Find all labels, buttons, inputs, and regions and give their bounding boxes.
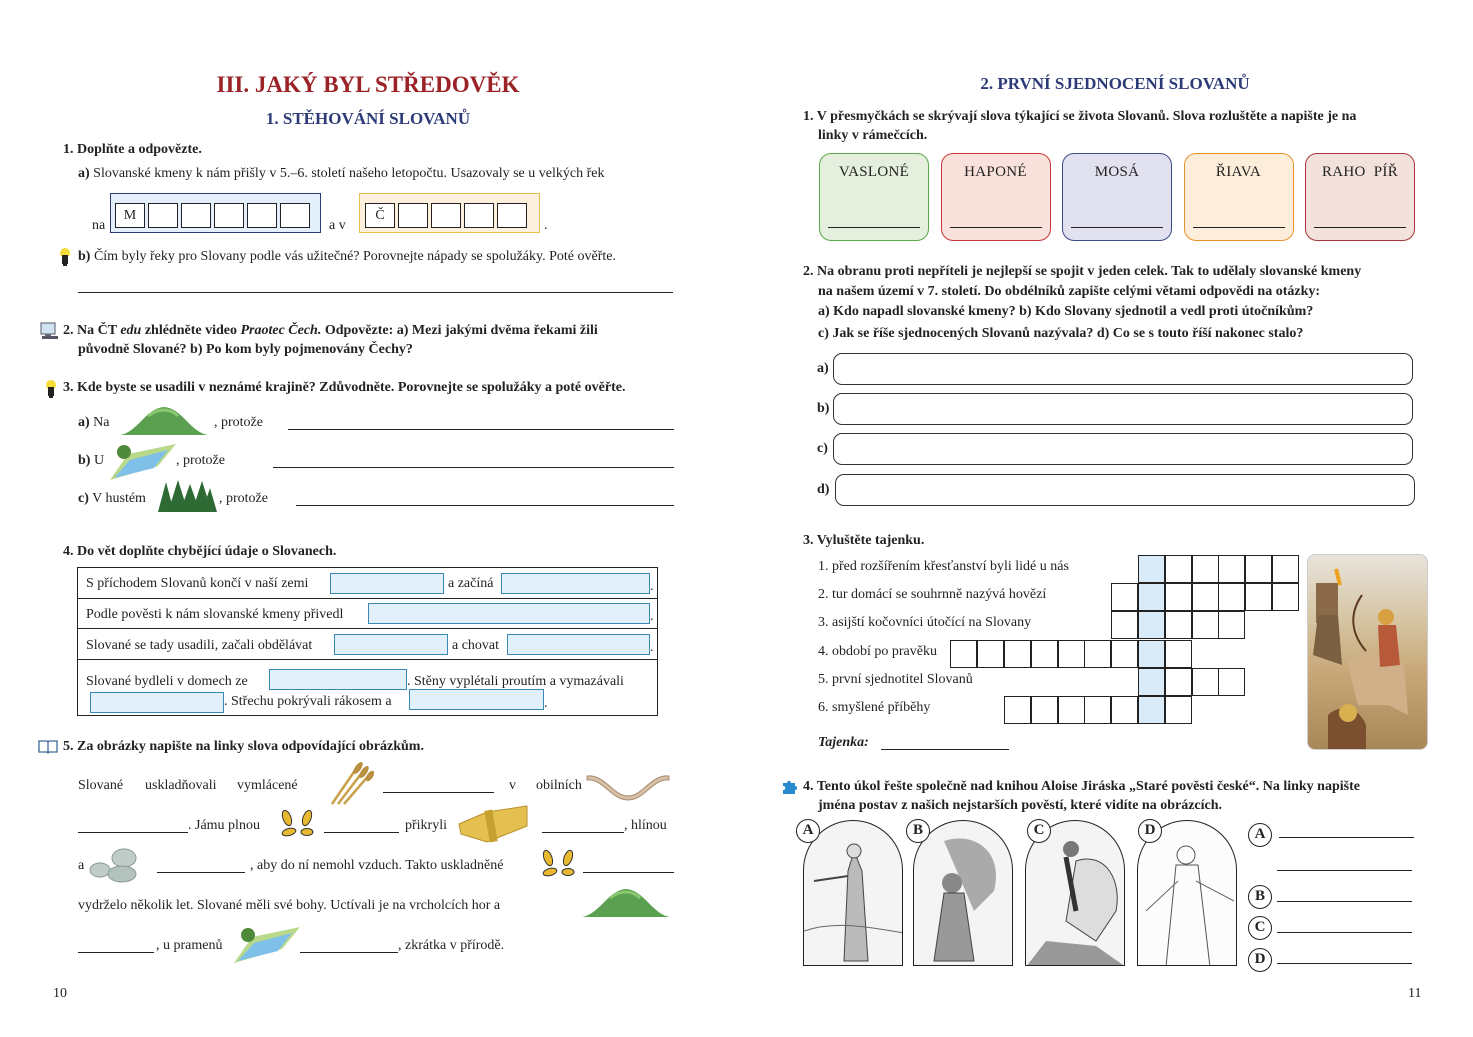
crossword-cell[interactable] [1084, 696, 1111, 724]
task2-video-title: Praotec Čech. [240, 323, 322, 338]
crossword-cell[interactable] [1165, 555, 1192, 583]
anagram-card [1305, 153, 1415, 241]
crossword-cell[interactable] [1192, 668, 1219, 696]
crossword-cell[interactable] [1111, 640, 1138, 668]
r-task1-heading-line2: linky v rámečcích. [818, 128, 928, 143]
task1a-period: . [544, 218, 548, 233]
task4-row4-text-b: . Stěny vyplétali proutím a vymazávali [407, 674, 624, 689]
task5-l2-text-a: . Jámu plnou [188, 818, 260, 833]
answer-c-box[interactable] [833, 433, 1413, 465]
crossword-cell-secret[interactable] [1138, 555, 1165, 583]
answer-label-d: D [1248, 948, 1272, 972]
task1b-question: Čím byly řeky pro Slovany podle vás užitečné? Porovnejte nápady se spolužáky. Poté ověřte. [93, 249, 616, 264]
answer-line-c[interactable] [1277, 932, 1412, 933]
task5-heading: 5. Za obrázky napište na linky slova odpovídající obrázkům. [63, 739, 424, 754]
tajenka-label: Tajenka: [818, 735, 869, 750]
task5-l1-word-5: obilních [536, 778, 582, 793]
crossword-cell-secret[interactable] [1138, 640, 1165, 668]
picture-label: B [906, 819, 930, 843]
crossword-cell[interactable] [1192, 611, 1219, 639]
answer-d-box[interactable] [835, 474, 1415, 506]
anagram-word: ŘIAVA [1215, 164, 1262, 180]
answer-b-box[interactable] [833, 393, 1413, 425]
task2-line2: původně Slované? b) Po kom byly pojmenovány Čechy? [78, 342, 413, 357]
answer-line-a1[interactable] [1279, 837, 1414, 838]
page-number: 10 [53, 986, 67, 1001]
task3b-suffix: , protože [176, 453, 225, 468]
task4-row2-period: . [650, 609, 654, 624]
crossword-cell[interactable] [1111, 583, 1138, 611]
task5-l5-text-b: , zkrátka v přírodě. [398, 938, 505, 953]
crossword-cell[interactable] [1218, 583, 1245, 611]
chapter-title: III. JAKÝ BYL STŘEDOVĚK [216, 72, 520, 97]
task3a-label: a) [78, 415, 90, 430]
crossword-cell[interactable] [1165, 640, 1192, 668]
crossword-cell[interactable] [1245, 555, 1272, 583]
crossword-cell[interactable] [1031, 640, 1058, 668]
river-word-1-letter-box[interactable]: M [115, 203, 145, 228]
task1b-label: b) [78, 249, 91, 264]
crossword-clue: 2. tur domácí se souhrnně nazývá hovězí [818, 587, 1047, 603]
task2-pre: 2. Na ČT [63, 323, 121, 338]
picture-label: C [1027, 819, 1051, 843]
task4-heading: 4. Do vět doplňte chybějící údaje o Slovanech. [63, 544, 337, 559]
answer-label-c: C [1248, 916, 1272, 940]
answer-a-label: a) [817, 361, 829, 376]
answer-line-b[interactable] [1277, 901, 1412, 902]
task3b-text: U [93, 453, 105, 468]
picture-b-bruncvik [913, 820, 1013, 966]
anagram-word: MOSÁ [1094, 164, 1140, 180]
anagram-card [819, 153, 929, 241]
task4-row2-text: Podle pověsti k nám slovanské kmeny přivedl [86, 607, 344, 622]
task3b-label: b) [78, 453, 91, 468]
task5-l2-text-b: přikryli [405, 818, 447, 833]
r-task2-line3: a) Kdo napadl slovanské kmeny? b) Kdo Slovany sjednotil a vedl proti útočníkům? [818, 304, 1314, 319]
puzzle-icon [781, 779, 799, 800]
crossword-cell[interactable] [1004, 696, 1031, 724]
task4-row3-text-b: a chovat [452, 638, 500, 653]
crossword-cell-secret[interactable] [1138, 668, 1165, 696]
page-number: 11 [1408, 986, 1422, 1001]
task4-row1-text-b: a začíná [448, 576, 494, 591]
r-task2-line4: c) Jak se říše sjednocených Slovanů nazývala? d) Co se s touto říší nakonec stalo? [818, 326, 1304, 341]
r-task4-line1: 4. Tento úkol řešte společně nad knihou Aloise Jiráska „Staré pověsti české“. Na linky napište [803, 779, 1360, 794]
anagram-word: RAHO PÍŘ [1321, 164, 1399, 180]
crossword-cell-secret[interactable] [1138, 696, 1165, 724]
crossword-clue: 3. asijští kočovníci útočící na Slovany [818, 615, 1032, 631]
answer-line-a2[interactable] [1277, 870, 1412, 871]
anagram-word: HAPONÉ [964, 164, 1027, 180]
river-word-2-letter-box[interactable]: Č [365, 203, 395, 228]
task3c-text: V hustém [92, 491, 146, 506]
task4-row3-text-a: Slované se tady usadili, začali obdělávat [86, 638, 313, 653]
task2-post: Odpovězte: a) Mezi jakými dvěma řekami žili [321, 323, 598, 338]
answer-a-box[interactable] [833, 353, 1413, 385]
crossword-cell[interactable] [1218, 611, 1245, 639]
crossword-cell[interactable] [1031, 696, 1058, 724]
crossword-cell[interactable] [1058, 696, 1085, 724]
crossword-clue: 6. smyšlené příběhy [818, 700, 931, 715]
task1-heading: 1. Doplňte a odpovězte. [63, 142, 202, 157]
crossword-cell[interactable] [1218, 555, 1245, 583]
task5-l3-text-a: a [78, 858, 85, 873]
crossword-cell[interactable] [1111, 611, 1138, 639]
answer-label-a: A [1248, 823, 1272, 847]
tajenka-answer-line[interactable] [881, 749, 1009, 750]
crossword-cell[interactable] [1165, 668, 1192, 696]
task4-row4-text-a: Slované bydleli v domech ze [86, 674, 248, 689]
picture-label: D [1138, 819, 1162, 843]
crossword-cell[interactable] [977, 640, 1004, 668]
task4-row3-period: . [650, 640, 654, 655]
task5-l1-word-1: Slované [78, 778, 124, 793]
crossword-cell[interactable] [1218, 668, 1245, 696]
task3-heading: 3. Kde byste se usadili v neznámé krajině? Zdůvodněte. Porovnejte se spolužáky a poté ověřte. [63, 380, 626, 395]
task4-row1-text-a: S příchodem Slovanů končí v naší zemi [86, 576, 309, 591]
crossword-cell-secret[interactable] [1138, 611, 1165, 639]
anagram-answer-line[interactable] [1193, 227, 1285, 228]
crossword-clue: 1. před rozšířením křesťanství byli lidé u nás [818, 559, 1069, 574]
crossword-cell[interactable] [1272, 583, 1299, 611]
answer-line-d[interactable] [1277, 963, 1412, 964]
crossword-cell[interactable] [1245, 583, 1272, 611]
crossword-cell[interactable] [1165, 611, 1192, 639]
task5-l5-text-a: , u pramenů [156, 938, 223, 953]
task5-l1-word-3: vymlácené [237, 778, 298, 793]
task5-l2-text-c: , hlínou [624, 818, 667, 833]
word-connector-av: a v [329, 218, 346, 233]
section-title: 1. STĚHOVÁNÍ SLOVANŮ [265, 109, 471, 128]
answer-c-label: c) [817, 441, 828, 456]
task5-l1-word-2: uskladňovali [145, 778, 217, 793]
section-title: 2. PRVNÍ SJEDNOCENÍ SLOVANŮ [980, 74, 1250, 93]
crossword-cell[interactable] [950, 640, 977, 668]
task3a-text: Na [93, 415, 110, 430]
task4-row1-period: . [650, 579, 654, 594]
task3a-suffix: , protože [214, 415, 263, 430]
r-task4-line2: jména postav z našich nejstarších pověstí, které vidíte na obrázcích. [818, 798, 1223, 813]
anagram-word: VASLONÉ [838, 164, 910, 180]
anagram-answer-line[interactable] [1071, 227, 1163, 228]
crossword-cell[interactable] [1192, 555, 1219, 583]
task5-l4-text: vydrželo několik let. Slované měli své bohy. Uctívali je na vrcholcích hor a [78, 898, 501, 913]
crossword-cell-secret[interactable] [1138, 583, 1165, 611]
task2-mid: zhlédněte video [141, 323, 241, 338]
word-prefix-na: na [92, 218, 106, 233]
anagram-answer-line[interactable] [1314, 227, 1406, 228]
crossword-cell[interactable] [1165, 583, 1192, 611]
task4-row4-text-c: . Střechu pokrývali rákosem a [224, 694, 392, 709]
answer-b-label: b) [817, 401, 830, 416]
crossword-cell[interactable] [1192, 583, 1219, 611]
task3c-label: c) [78, 491, 89, 506]
crossword-cell[interactable] [1084, 640, 1111, 668]
crossword-cell[interactable] [1004, 640, 1031, 668]
r-task1-heading-line1: 1. V přesmyčkách se skrývají slova týkající se života Slovanů. Slova rozluštěte a napište je na [803, 109, 1357, 124]
picture-label: A [796, 819, 820, 843]
task3c-suffix: , protože [219, 491, 268, 506]
crossword-cell[interactable] [1111, 696, 1138, 724]
crossword-clue: 4. období po pravěku [818, 643, 937, 659]
anagram-card [1184, 153, 1294, 241]
crossword-heading: 3. Vyluštěte tajenku. [803, 533, 925, 548]
answer-label-b: B [1248, 885, 1272, 909]
task5-l1-word-4: v [509, 778, 516, 793]
answer-d-label: d) [817, 482, 830, 497]
task1a-label: a) [78, 166, 90, 181]
crossword-clue: 5. první sjednotitel Slovanů [818, 671, 973, 687]
anagram-answer-line[interactable] [950, 227, 1042, 228]
task5-l3-text-b: , aby do ní nemohl vzduch. Takto uskladněné [250, 858, 504, 873]
crossword-cell[interactable] [1272, 555, 1299, 583]
anagram-card [941, 153, 1051, 241]
crossword-cell[interactable] [1058, 640, 1085, 668]
task4-row4-period: . [544, 696, 548, 711]
task1a-sentence: Slovanské kmeny k nám přišly v 5.–6. století našeho letopočtu. Usazovaly se u velkých řek [93, 166, 605, 181]
r-task2-line1: 2. Na obranu proti nepříteli je nejlepší se spojit v jeden celek. Tak to udělaly slovanské kmeny [803, 264, 1362, 279]
task2-edu: edu [120, 323, 142, 338]
anagram-answer-line[interactable] [828, 227, 920, 228]
picture-a-praotec [803, 820, 903, 966]
anagram-card [1062, 153, 1172, 241]
crossword-cell[interactable] [1165, 696, 1192, 724]
nomad-archer-illustration [1307, 554, 1428, 750]
r-task2-line2: na našem území v 7. století. Do obdélníků zapište celými větami odpovědi na otázky: [818, 284, 1321, 299]
